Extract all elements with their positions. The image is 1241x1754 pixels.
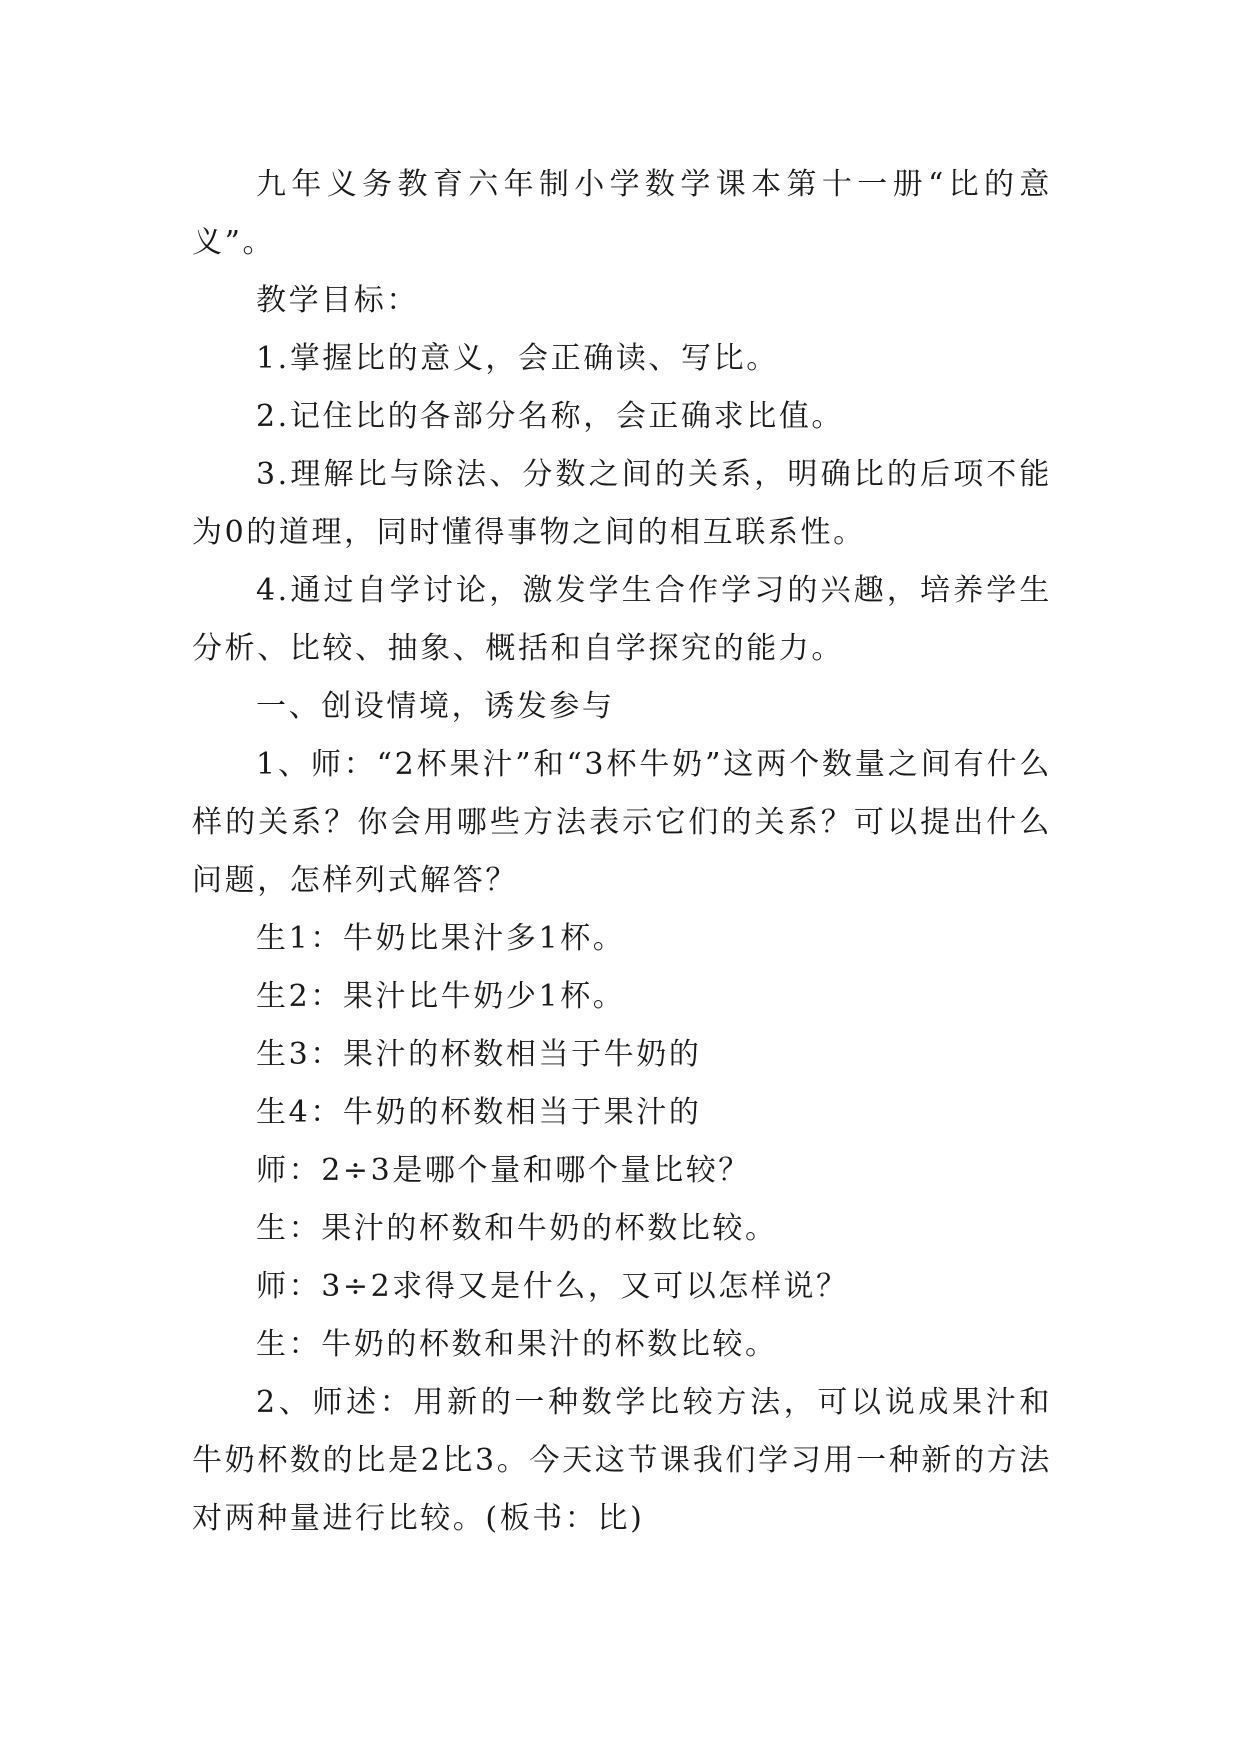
paragraph-teacher-narration: 2、师述：用新的一种数学比较方法，可以说成果汁和牛奶杯数的比是2比3。今天这节课我们学习用一种新的方法对两种量进行比较。(板书：比): [192, 1385, 1052, 1536]
paragraph-objective-3: 3.理解比与除法、分数之间的关系，明确比的后项不能为0的道理，同时懂得事物之间的相互联系性。: [192, 457, 1052, 550]
paragraph-student-2: 生2：果汁比牛奶少1杯。: [256, 979, 626, 1014]
paragraph-student-1: 生1：牛奶比果汁多1杯。: [256, 921, 626, 956]
paragraph-teacher-3div2: 师：3÷2求得又是什么，又可以怎样说？: [256, 1269, 849, 1304]
paragraph-student-answer-1: 生：果汁的杯数和牛奶的杯数比较。: [256, 1211, 778, 1246]
paragraph-teacher-question: 1、师：“2杯果汁”和“3杯牛奶”这两个数量之间有什么样的关系？你会用哪些方法表示它们的关系？可以提出什么问题，怎样列式解答？: [192, 747, 1052, 898]
paragraph-teacher-2div3: 师：2÷3是哪个量和哪个量比较？: [256, 1153, 751, 1188]
paragraph-section-heading: 一、创设情境，诱发参与: [256, 689, 615, 724]
paragraph-objective-1: 1.掌握比的意义，会正确读、写比。: [256, 341, 779, 376]
paragraph-objective-2: 2.记住比的各部分名称，会正确求比值。: [256, 399, 845, 434]
paragraph-student-3: 生3：果汁的杯数相当于牛奶的: [256, 1037, 702, 1072]
paragraph-student-answer-2: 生：牛奶的杯数和果汁的杯数比较。: [256, 1327, 778, 1362]
paragraph-objective-4: 4.通过自学讨论，激发学生合作学习的兴趣，培养学生分析、比较、抽象、概括和自学探究的能力。: [192, 573, 1052, 666]
document-body: [192, 156, 1052, 1548]
paragraph-lesson-title: 九年义务教育六年制小学数学课本第十一册“比的意义”。: [192, 167, 1052, 260]
paragraph-objectives-heading: 教学目标：: [256, 283, 419, 318]
paragraph-student-4: 生4：牛奶的杯数相当于果汁的: [256, 1095, 702, 1130]
